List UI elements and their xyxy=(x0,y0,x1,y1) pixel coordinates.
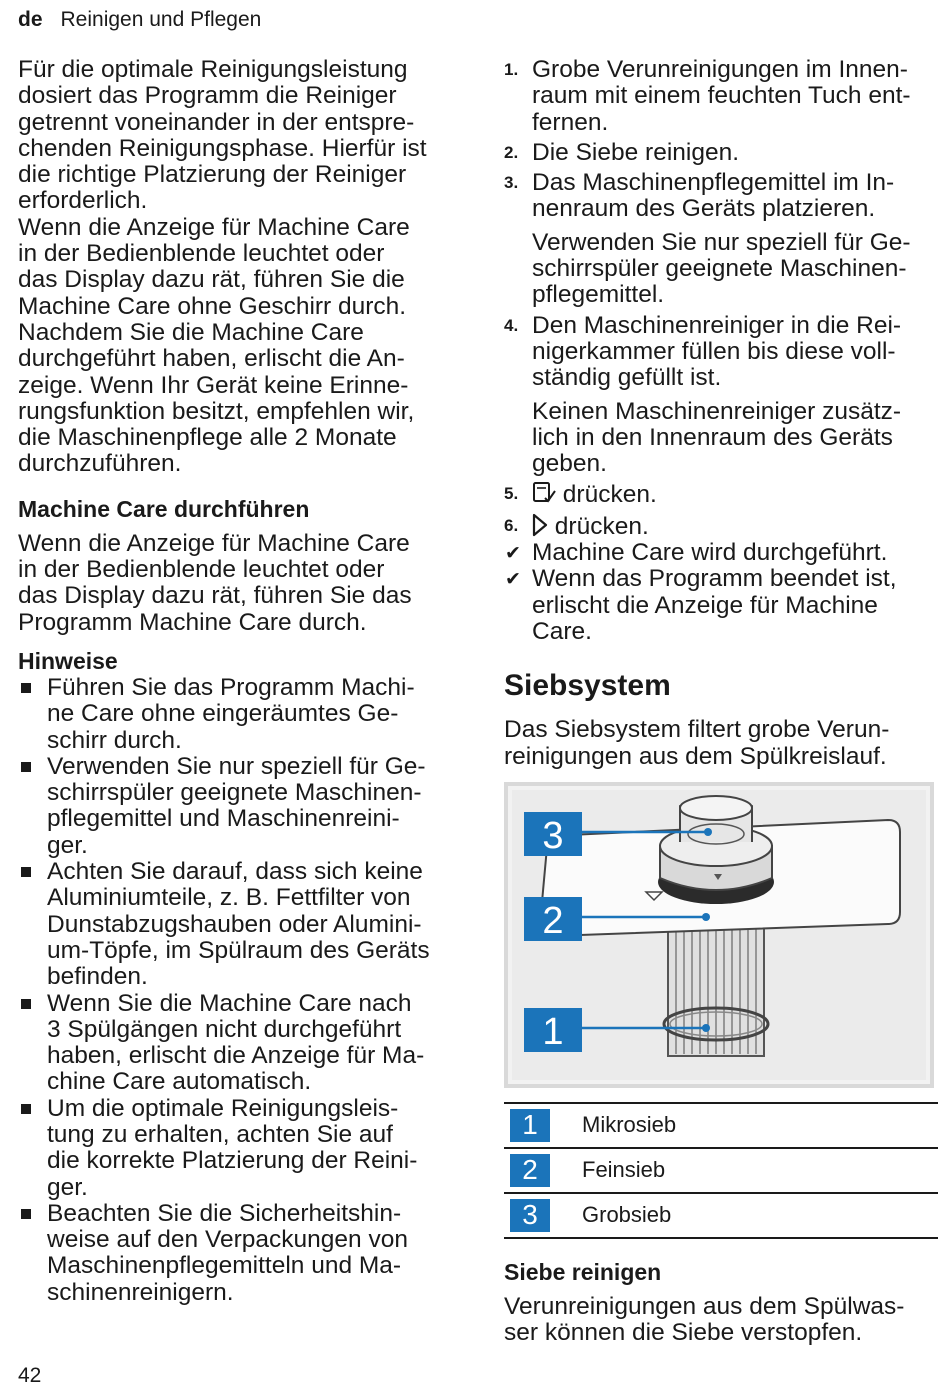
machine-care-icon xyxy=(532,481,556,505)
legend-label: Mikrosieb xyxy=(582,1112,677,1138)
page-header xyxy=(18,8,261,32)
step-number: 3. xyxy=(504,173,519,193)
step-item: 1. Grobe Verunreinigungen im Innen- raum mit einem feuchten Tuch ent- fernen. xyxy=(504,56,911,136)
left-column xyxy=(18,57,458,1306)
note-item: Führen Sie das Programm Machi- ne Care ohne eingeräumtes Ge- schirr durch. xyxy=(18,675,458,754)
result-item: ✔ Wenn das Programm beendet ist, erlischt die Anzeige für Machine Care. xyxy=(505,565,897,645)
note-item: Wenn Sie die Machine Care nach 3 Spülgängen nicht durchgeführt haben, erlischt die Anzeige für Ma- chine Care automatisch. xyxy=(18,991,458,1096)
legend-number: 2 xyxy=(510,1154,550,1187)
siebsystem-heading: Siebsystem xyxy=(504,669,671,703)
start-icon xyxy=(532,513,548,537)
step-item: 6. drücken. xyxy=(504,512,649,540)
step-number: 4. xyxy=(504,315,519,335)
step-note: Keinen Maschinenreiniger zusätz- lich in den Innenraum des Geräts geben. xyxy=(532,397,902,478)
legend-number: 1 xyxy=(510,1109,550,1142)
steps-list xyxy=(504,57,936,645)
bullet-icon xyxy=(21,762,31,772)
legend-row xyxy=(504,1102,938,1147)
language-code: de xyxy=(18,8,43,31)
machine-care-heading: Machine Care durchführen xyxy=(18,495,310,522)
siebe-reinigen-heading: Siebe reinigen xyxy=(504,1258,662,1285)
step-number: 2. xyxy=(504,142,519,162)
bullet-icon xyxy=(21,683,31,693)
siebsystem-paragraph: Das Siebsystem filtert grobe Verun- reinigungen aus dem Spülkreislauf. xyxy=(504,716,890,770)
check-icon: ✔ xyxy=(505,569,521,591)
step-note: Verwenden Sie nur speziell für Ge- schirrspüler geeignete Maschinen- pflegemittel. xyxy=(532,228,911,309)
section-name: Reinigen und Pflegen xyxy=(60,8,262,31)
note-item: Achten Sie darauf, dass sich keine Aluminiumteile, z. B. Fettfilter von Dunstabzugshauben oder Alumini- um-Töpfe, im Spülraum des Geräts befinden. xyxy=(18,859,458,990)
bullet-icon xyxy=(21,1104,31,1114)
bullet-icon xyxy=(21,867,31,877)
legend-row xyxy=(504,1147,938,1192)
step-number: 6. xyxy=(504,515,519,535)
right-column xyxy=(504,57,936,1346)
callout-label-1: 1 xyxy=(542,1010,564,1053)
check-icon: ✔ xyxy=(505,543,521,565)
step-item: 5. drücken. xyxy=(504,481,657,509)
notes-list xyxy=(18,675,458,1306)
legend-label: Feinsieb xyxy=(582,1157,666,1183)
callout-label-3: 3 xyxy=(542,814,564,857)
legend-label: Grobsieb xyxy=(582,1202,672,1228)
bullet-icon xyxy=(21,1209,31,1219)
filter-system-illustration xyxy=(504,782,934,1088)
note-item: Verwenden Sie nur speziell für Ge- schirrspüler geeignete Maschinen- pflegemittel und Maschinenreini- ger. xyxy=(18,754,458,859)
note-item: Beachten Sie die Sicherheitshin- weise auf den Verpackungen von Maschinenpflegemitteln und Ma- schinenreinigern. xyxy=(18,1201,458,1306)
legend-row xyxy=(504,1192,938,1239)
step-item: 2. Die Siebe reinigen. xyxy=(504,138,740,166)
legend-number: 3 xyxy=(510,1199,550,1232)
step-number: 5. xyxy=(504,484,519,504)
callout-label-2: 2 xyxy=(542,899,564,942)
intro-paragraph: Für die optimale Reinigungsleistung dosiert das Programm die Reiniger getrennt voneinander in der entspre- chenden Reinigungsphase. Hierfür ist die richtige Platzierung der Reiniger erforderlich. Wenn die Anzeige für Machine Care in der Bedienblende leuchtet oder das Display dazu rät, führen Sie die Machine Care ohne Geschirr durch. Nachdem Sie die Machine Care durchgeführt haben, erlischt die An- zeige. Wenn Ihr Gerät keine Erinne- rungsfunktion besitzt, empfehlen wir, die Maschinenpflege alle 2 Monate durchzuführen. xyxy=(18,56,427,478)
note-item: Um die optimale Reinigungsleis- tung zu erhalten, achten Sie auf die korrekte Platzierung der Reini- ger. xyxy=(18,1096,458,1201)
filter-legend xyxy=(504,1102,938,1239)
step-item: 3. Das Maschinenpflegemittel im In- nenraum des Geräts platzieren. xyxy=(504,169,895,223)
result-item: ✔ Machine Care wird durchgeführt. xyxy=(505,539,888,567)
step-number: 1. xyxy=(504,60,519,79)
notes-title: Hinweise xyxy=(18,647,118,674)
step-item: 4. Den Maschinenreiniger in die Rei- nigerkammer füllen bis diese voll- ständig gefüllt ist. xyxy=(504,311,902,392)
bullet-icon xyxy=(21,999,31,1009)
machine-care-paragraph: Wenn die Anzeige für Machine Care in der Bedienblende leuchtet oder das Display dazu rät, führen Sie das Programm Machine Care durch. xyxy=(18,529,412,636)
siebe-reinigen-paragraph: Verunreinigungen aus dem Spülwas- ser können die Siebe verstopfen. xyxy=(504,1292,905,1347)
page-number: 42 xyxy=(18,1364,42,1387)
filter-illustration-svg xyxy=(508,786,930,1084)
